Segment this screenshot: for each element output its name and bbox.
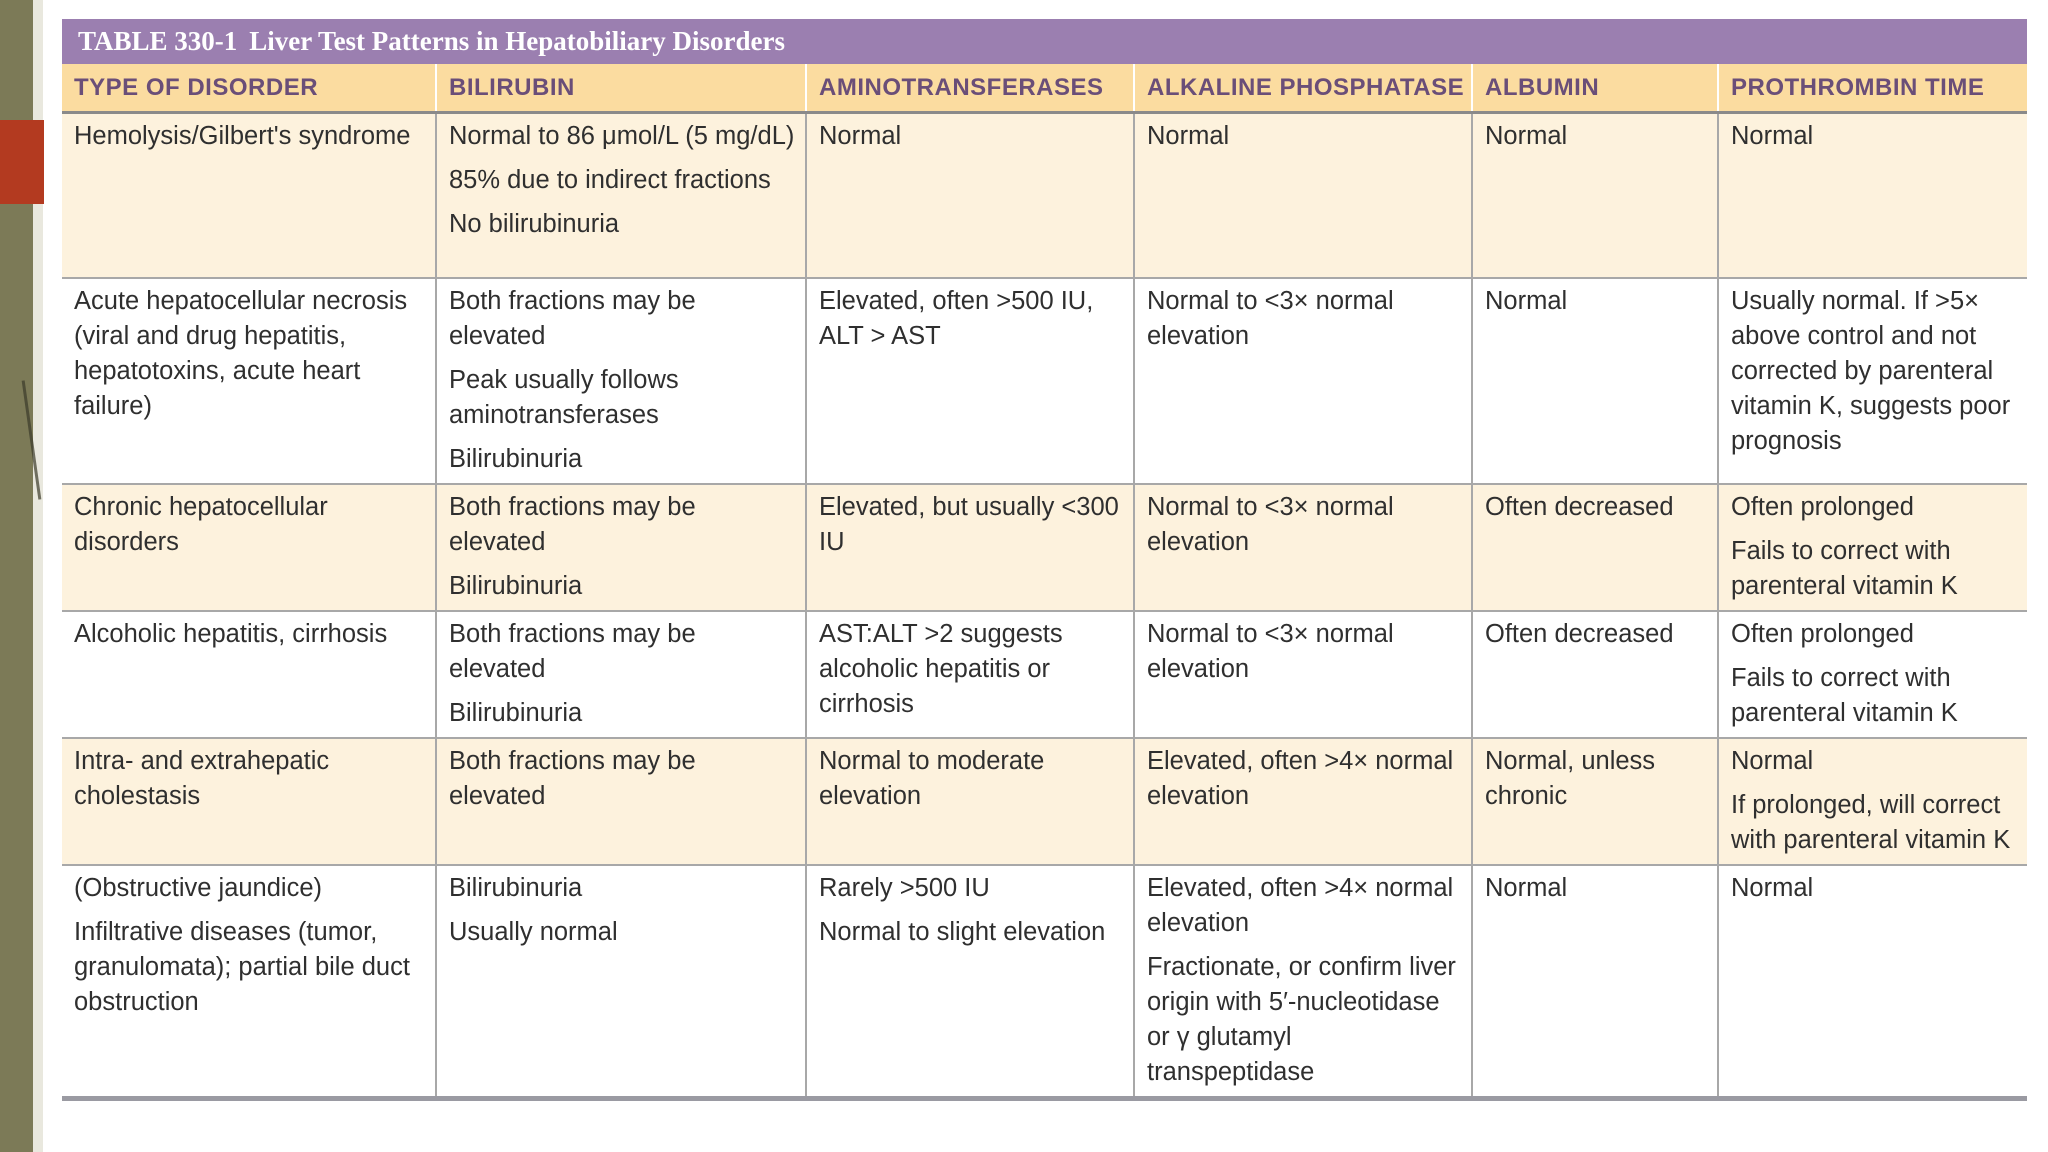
cell-text: Normal to <3× normal elevation xyxy=(1147,619,1394,683)
header-prothrombin-time: PROTHROMBIN TIME xyxy=(1718,64,2027,113)
cell-text: Normal xyxy=(1485,286,1568,315)
bilirubin-cell xyxy=(436,484,806,611)
cell-text: Normal xyxy=(1147,122,1230,150)
prothrombin-time-cell xyxy=(1718,611,2027,738)
cell-text: Bilirubinuria xyxy=(449,873,583,902)
cell-text: No bilirubinuria xyxy=(449,210,620,238)
alkaline-phosphatase-cell xyxy=(1134,484,1472,611)
alkaline-phosphatase-cell xyxy=(1134,113,1472,278)
cell-text: Both fractions may be elevated xyxy=(449,746,696,810)
alkaline-phosphatase-cell xyxy=(1134,611,1472,738)
cell-text: Often decreased xyxy=(1485,492,1674,521)
header-bilirubin: BILIRUBIN xyxy=(436,64,806,113)
disorder-cell xyxy=(62,113,436,278)
cell-text: Intra- and extrahepatic cholestasis xyxy=(74,746,330,810)
cell-text: Normal xyxy=(819,122,902,150)
cell-text: AST:ALT >2 suggests alcoholic hepatitis or cirrhosis xyxy=(819,619,1063,718)
cell-text: Often prolonged xyxy=(1731,619,1914,648)
cell-text: Fails to correct with parenteral vitamin K xyxy=(1731,536,1958,600)
cell-text: Normal to slight elevation xyxy=(819,917,1106,946)
table-row xyxy=(62,484,2027,611)
table-row xyxy=(62,611,2027,738)
red-accent-block xyxy=(0,120,44,204)
disorder-cell xyxy=(62,484,436,611)
prothrombin-time-cell xyxy=(1718,738,2027,865)
bilirubin-cell xyxy=(436,278,806,484)
aminotransferases-cell xyxy=(806,738,1134,865)
header-type-of-disorder: TYPE OF DISORDER xyxy=(62,64,436,113)
cell-text: Infiltrative diseases (tumor, granulomata); partial bile duct obstruction xyxy=(74,917,410,1016)
disorder-cell xyxy=(62,611,436,738)
cell-text: Chronic hepatocellular disorders xyxy=(74,492,328,556)
disorder-cell xyxy=(62,738,436,865)
aminotransferases-cell xyxy=(806,278,1134,484)
cell-text: Often decreased xyxy=(1485,619,1674,648)
albumin-cell xyxy=(1472,278,1718,484)
table-title xyxy=(62,19,2027,64)
cell-text: Usually normal xyxy=(449,917,618,946)
cell-text: Fails to correct with parenteral vitamin K xyxy=(1731,663,1958,727)
table-row xyxy=(62,113,2027,278)
cell-text: Elevated, but usually <300 IU xyxy=(819,492,1119,556)
table-title-code: TABLE 330-1 xyxy=(78,26,238,56)
prothrombin-time-cell xyxy=(1718,865,2027,1099)
table-row xyxy=(62,865,2027,1099)
cell-text: Normal xyxy=(1485,873,1568,902)
bilirubin-cell xyxy=(436,738,806,865)
cell-text: Normal to moderate elevation xyxy=(819,746,1045,810)
bilirubin-cell xyxy=(436,865,806,1099)
cell-text: Both fractions may be elevated xyxy=(449,286,696,350)
prothrombin-time-cell xyxy=(1718,484,2027,611)
bilirubin-cell xyxy=(436,611,806,738)
cell-text: Normal xyxy=(1731,746,1814,775)
liver-test-table-container xyxy=(62,19,2027,1101)
cell-text: If prolonged, will correct with parenteral vitamin K xyxy=(1731,790,2011,854)
cell-text: Normal to <3× normal elevation xyxy=(1147,492,1394,556)
cell-text: Bilirubinuria xyxy=(449,698,583,727)
table-row xyxy=(62,738,2027,865)
albumin-cell xyxy=(1472,484,1718,611)
cell-text: Normal, unless chronic xyxy=(1485,746,1656,810)
cell-text: Normal xyxy=(1485,122,1568,150)
header-aminotransferases: AMINOTRANSFERASES xyxy=(806,64,1134,113)
cell-text: Hemolysis/Gilbert's syndrome xyxy=(74,122,411,150)
table-title-text: Liver Test Patterns in Hepatobiliary Disorders xyxy=(249,26,786,56)
cell-text: Bilirubinuria xyxy=(449,444,583,473)
cell-text: Rarely >500 IU xyxy=(819,873,990,902)
cell-text: Normal xyxy=(1731,873,1814,902)
disorder-cell xyxy=(62,865,436,1099)
cell-text: Normal xyxy=(1731,122,1814,150)
bilirubin-cell xyxy=(436,113,806,278)
albumin-cell xyxy=(1472,611,1718,738)
cell-text: Peak usually follows aminotransferases xyxy=(449,365,679,429)
prothrombin-time-cell xyxy=(1718,113,2027,278)
table-body xyxy=(62,113,2027,1099)
cell-text: Elevated, often >500 IU, ALT > AST xyxy=(819,286,1094,350)
albumin-cell xyxy=(1472,738,1718,865)
table-row xyxy=(62,278,2027,484)
header-alkaline-phosphatase: ALKALINE PHOSPHATASE xyxy=(1134,64,1472,113)
cell-text: Acute hepatocellular necrosis (viral and drug hepatitis, hepatotoxins, acute heart failure) xyxy=(74,286,408,420)
prothrombin-time-cell xyxy=(1718,278,2027,484)
cell-text: Elevated, often >4× normal elevation xyxy=(1147,873,1454,937)
liver-test-table xyxy=(62,64,2027,1101)
cell-text: Both fractions may be elevated xyxy=(449,619,696,683)
aminotransferases-cell xyxy=(806,865,1134,1099)
cell-text: Fractionate, or confirm liver origin with 5′-nucleotidase or γ glutamyl transpeptidase xyxy=(1147,952,1456,1086)
cell-text: Alcoholic hepatitis, cirrhosis xyxy=(74,619,388,648)
cell-text: (Obstructive jaundice) xyxy=(74,873,323,902)
cell-text: Often prolonged xyxy=(1731,492,1914,521)
header-albumin: ALBUMIN xyxy=(1472,64,1718,113)
albumin-cell xyxy=(1472,865,1718,1099)
cell-text: Usually normal. If >5× above control and not corrected by parenteral vitamin K, suggests poor prognosis xyxy=(1731,286,2011,455)
aminotransferases-cell xyxy=(806,611,1134,738)
cell-text: Elevated, often >4× normal elevation xyxy=(1147,746,1454,810)
table-header-row xyxy=(62,64,2027,113)
alkaline-phosphatase-cell xyxy=(1134,738,1472,865)
cell-text: Both fractions may be elevated xyxy=(449,492,696,556)
cell-text: 85% due to indirect fractions xyxy=(449,166,771,194)
aminotransferases-cell xyxy=(806,484,1134,611)
albumin-cell xyxy=(1472,113,1718,278)
cell-text: Normal to 86 μmol/L (5 mg/dL) xyxy=(449,122,795,150)
alkaline-phosphatase-cell xyxy=(1134,865,1472,1099)
alkaline-phosphatase-cell xyxy=(1134,278,1472,484)
cell-text: Normal to <3× normal elevation xyxy=(1147,286,1394,350)
disorder-cell xyxy=(62,278,436,484)
cell-text: Bilirubinuria xyxy=(449,571,583,600)
aminotransferases-cell xyxy=(806,113,1134,278)
